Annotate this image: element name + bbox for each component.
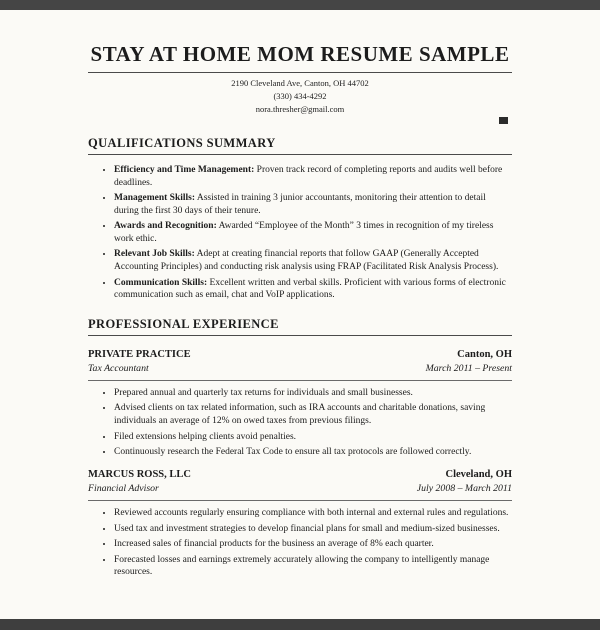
job-bullet [114, 554, 512, 579]
job-bullet-text: Filed extensions helping clients avoid penalties. [114, 431, 297, 442]
job-divider [88, 380, 512, 381]
scan-artifact [499, 117, 508, 124]
contact-email: nora.thresher@gmail.com [255, 103, 345, 114]
job-bullet-list [88, 387, 512, 459]
bottom-scan-bar [0, 619, 600, 630]
job-bullet-text: Increased sales of financial products for the business an average of 8% each quarter. [114, 539, 434, 550]
qualification-label: Efficiency and Time Management: [114, 165, 255, 176]
job-bullet [114, 431, 512, 444]
job-bullet [114, 446, 512, 459]
job-bullet-text: Used tax and investment strategies to develop financial plans for small and medium-sized businesses. [114, 523, 500, 534]
job-company: MARCUS ROSS, LLC [88, 468, 191, 480]
title-divider [88, 72, 512, 73]
contact-phone: (330) 434-4292 [273, 90, 327, 101]
qualification-item [114, 192, 512, 217]
job-bullet [114, 538, 512, 551]
job-bullet-text: Advised clients on tax related information, such as IRA accounts and charitable donations, saving individuals an average of 12% on owed taxes from previous filings. [114, 403, 486, 427]
experience-section [88, 317, 512, 579]
job-bullet-text: Prepared annual and quarterly tax returns for individuals and small businesses. [114, 387, 413, 398]
resume-title: STAY AT HOME MOM RESUME SAMPLE [90, 42, 510, 66]
qualification-text: Excellent written and verbal skills. Proficient with various forms of electronic communication such as email, chat and VoIP applications. [114, 277, 506, 301]
job-company-row [88, 348, 512, 362]
job-location: Canton, OH [457, 348, 512, 360]
job-bullet-text: Continuously research the Federal Tax Code to ensure all tax protocols are followed correctly. [114, 447, 472, 458]
resume-header [88, 42, 512, 115]
qualification-text: Proven track record of completing reports and audits well before deadlines. [114, 165, 503, 188]
resume-sheet [0, 10, 600, 619]
job-bullet [114, 507, 512, 520]
job-dates: July 2008 – March 2011 [416, 482, 512, 494]
job-bullet [114, 402, 512, 427]
qualification-label: Relevant Job Skills: [114, 249, 195, 260]
job-title: Tax Accountant [88, 362, 149, 374]
job-entry [88, 348, 512, 459]
qualifications-section [88, 136, 512, 301]
experience-heading: PROFESSIONAL EXPERIENCE [88, 317, 512, 336]
job-title: Financial Advisor [88, 482, 159, 494]
qualification-item [114, 164, 512, 189]
job-divider [88, 500, 512, 501]
qualification-item [114, 277, 512, 302]
qualification-text: Adept at creating financial reports that follow GAAP (Generally Accepted Accounting Principles) and conducting risk analysis using FRAP (Facilitated Risk Analysis Process). [114, 249, 499, 272]
qualification-item [114, 248, 512, 273]
qualification-text: Assisted in training 3 junior accountants, monitoring their attention to detail during the first 30 days of their tenure. [114, 193, 486, 216]
job-bullet-text: Reviewed accounts regularly ensuring compliance with both internal and external rules and regulations. [114, 508, 509, 518]
job-location: Cleveland, OH [445, 468, 512, 480]
job-bullet-text: Forecasted losses and earnings extremely accurately allowing the company to intelligently manage resources. [114, 554, 490, 578]
top-scan-bar [0, 0, 600, 10]
qualifications-list [88, 164, 512, 301]
qualification-item [114, 220, 512, 245]
job-entry [88, 468, 512, 579]
contact-address: 2190 Cleveland Ave, Canton, OH 44702 [231, 78, 369, 88]
qualification-label: Awards and Recognition: [114, 221, 217, 232]
job-company-row [88, 468, 512, 482]
qualification-text: Awarded “Employee of the Month” 3 times in recognition of my tireless work ethic. [114, 221, 494, 244]
job-bullet [114, 387, 512, 400]
qualification-label: Management Skills: [114, 193, 196, 204]
job-bullet [114, 523, 512, 536]
job-title-row [88, 362, 512, 375]
job-title-row [88, 482, 512, 495]
job-bullet-list [88, 507, 512, 579]
job-dates: March 2011 – Present [425, 362, 512, 374]
qualification-label: Communication Skills: [114, 277, 208, 288]
qualifications-heading: QUALIFICATIONS SUMMARY [88, 136, 512, 155]
job-company: PRIVATE PRACTICE [88, 348, 191, 360]
contact-block [88, 77, 512, 115]
